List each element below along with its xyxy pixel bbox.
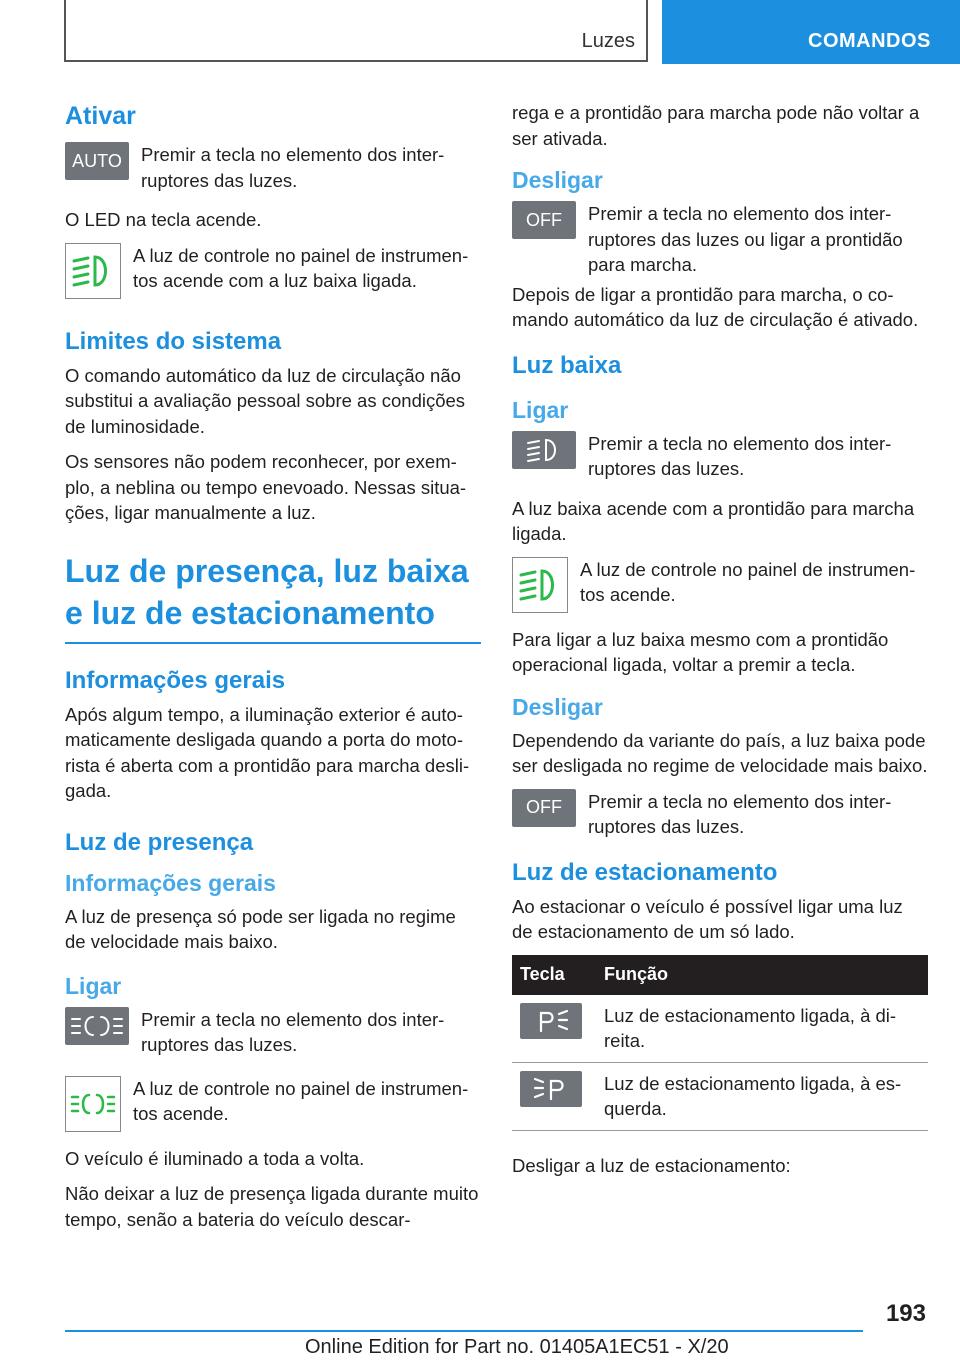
- table-header-funcao: Função: [596, 955, 928, 995]
- parking-light-indicator-icon: [65, 1076, 121, 1132]
- left-column: [65, 100, 481, 1242]
- depois-paragraph: Depois de ligar a prontidão para marcha, o co- mando automático da luz de circulação é ativado.: [512, 283, 919, 330]
- parking-light-key-icon: [65, 1007, 129, 1045]
- nao-paragraph: Não deixar a luz de presença ligada durante muito tempo, senão a bateria do veículo descar-: [65, 1183, 479, 1230]
- low-beam-indicator-icon: [65, 243, 121, 299]
- header-section: Luzes: [581, 30, 635, 52]
- off2-key-row: [512, 789, 928, 840]
- auto-key-label: AUTO: [72, 150, 122, 171]
- off2-text: Premir a tecla no elemento dos inter- ruptores das luzes.: [588, 790, 892, 837]
- parking-light-table: [512, 955, 928, 1131]
- ligar-key-row: [65, 1007, 481, 1058]
- heading-ativar: Ativar: [65, 102, 136, 130]
- indicator-row-2: [65, 1076, 481, 1132]
- parking-left-key-icon: [520, 1071, 582, 1107]
- indicator-row-3: [512, 557, 928, 613]
- indicator-text-1: A luz de controle no painel de instrumen- tos acende com a luz baixa ligada.: [133, 244, 469, 291]
- heading-informacoes: Informações gerais: [65, 666, 286, 694]
- table-function-cell: Luz de estacionamento ligada, à es- querda.: [596, 1062, 928, 1130]
- off-key-icon: [512, 201, 576, 239]
- auto-key-icon: [65, 142, 129, 180]
- section-title: Luz de presença, luz baixa e luz de estacionamento: [65, 552, 469, 631]
- continuation-paragraph: rega e a prontidão para marcha pode não voltar a ser ativada.: [512, 102, 920, 149]
- limites-paragraph-1: O comando automático da luz de circulação não substitui a avaliação pessoal sobre as condições de luminosidade.: [65, 364, 466, 437]
- heading-presenca: Luz de presença: [65, 828, 254, 856]
- estacionamento-paragraph: Ao estacionar o veículo é possível ligar uma luz de estacionamento de um só lado.: [512, 895, 903, 942]
- right-column: [512, 100, 928, 1188]
- heading-luz-baixa: Luz baixa: [512, 351, 622, 379]
- footer-divider: [65, 1330, 863, 1332]
- indicator-row-1: [65, 243, 481, 299]
- off-key-label-2: OFF: [526, 797, 562, 817]
- para-paragraph: Para ligar a luz baixa mesmo com a prontidão operacional ligada, voltar a premir a tecla.: [512, 628, 889, 675]
- heading-limites: Limites do sistema: [65, 327, 282, 355]
- heading-presenca-info: Informações gerais: [65, 869, 276, 896]
- table-key-cell: [512, 995, 596, 1063]
- limites-paragraph-2: Os sensores não podem reconhecer, por exem- plo, a neblina ou tempo enevoado. Nessas situa- ções, ligar manualmente a luz.: [65, 451, 467, 523]
- presenca-info-paragraph: A luz de presença só pode ser ligada no regime de velocidade mais baixo.: [65, 905, 456, 952]
- parking-right-key-icon: [520, 1003, 582, 1039]
- header-left-box: [64, 0, 648, 62]
- table-row: [512, 1062, 928, 1130]
- page-number: 193: [885, 1300, 926, 1327]
- heading-estacionamento: Luz de estacionamento: [512, 858, 778, 886]
- table-header-row: [512, 955, 928, 995]
- dependendo-paragraph: Dependendo da variante do país, a luz baixa pode ser desligada no regime de velocidade mais baixo.: [512, 729, 928, 776]
- desligar-estacionamento-paragraph: Desligar a luz de estacionamento:: [512, 1154, 791, 1176]
- led-text: O LED na tecla acende.: [65, 209, 262, 230]
- baixa-key-row: [512, 431, 928, 482]
- heading-desligar: Desligar: [512, 167, 603, 193]
- ativar-text: Premir a tecla no elemento dos inter- ruptores das luzes.: [141, 144, 445, 191]
- table-row: [512, 995, 928, 1063]
- baixa-paragraph: A luz baixa acende com a prontidão para marcha ligada.: [512, 497, 915, 544]
- table-key-cell: [512, 1062, 596, 1130]
- low-beam-key-icon: [512, 431, 576, 469]
- ativar-key-row: [65, 142, 481, 193]
- table-function-cell: Luz de estacionamento ligada, à di- reita.: [596, 995, 928, 1063]
- off-key-label: OFF: [526, 209, 562, 230]
- indicator-text-2: A luz de controle no painel de instrumen- tos acende.: [133, 1077, 469, 1124]
- indicator-text-3: A luz de controle no painel de instrumen- tos acende.: [580, 558, 916, 605]
- heading-baixa-ligar: Ligar: [512, 396, 569, 423]
- heading-desligar-2: Desligar: [512, 693, 603, 720]
- volta-paragraph: O veículo é iluminado a toda a volta.: [65, 1147, 365, 1169]
- low-beam-indicator-icon-2: [512, 557, 568, 613]
- desligar-text: Premir a tecla no elemento dos inter- ruptores das luzes ou ligar a prontidão para marcha.: [588, 203, 903, 275]
- edition-text: Online Edition for Part no. 01405A1EC51 - X/20: [305, 1336, 729, 1358]
- heading-ligar: Ligar: [65, 972, 122, 999]
- section-title-block: [65, 550, 481, 644]
- baixa-ligar-text: Premir a tecla no elemento dos inter- ruptores das luzes.: [588, 432, 892, 479]
- table-header-tecla: Tecla: [512, 955, 596, 995]
- desligar-key-row: [512, 201, 928, 278]
- off-key-icon-2: [512, 789, 576, 827]
- header-chapter-tab: COMANDOS: [662, 0, 960, 64]
- info-paragraph: Após algum tempo, a iluminação exterior é auto- maticamente desligada quando a porta do moto- rista é aberta com a prontidão para marcha desli- gada.: [65, 703, 470, 801]
- ligar-text: Premir a tecla no elemento dos inter- ruptores das luzes.: [141, 1008, 445, 1055]
